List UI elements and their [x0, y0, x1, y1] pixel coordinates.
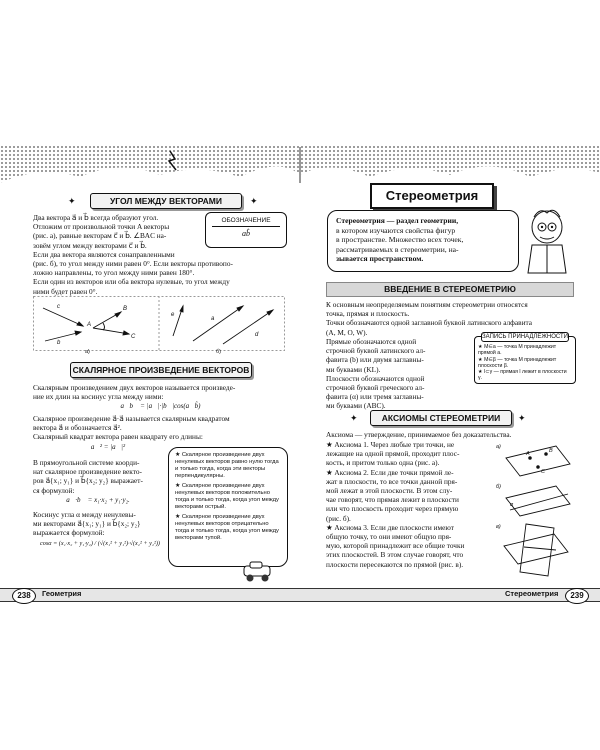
axiom-line: (рис. б). — [326, 513, 351, 523]
plane-c-1 — [504, 534, 568, 564]
fig-a-label: а) — [496, 444, 501, 450]
angle-between-vectors-banner — [90, 193, 242, 209]
notation-value: ab̂ — [242, 229, 250, 238]
text-line: В прямоугольной системе коорди- — [33, 458, 140, 467]
text-line: Если два вектора являются сонаправленными — [33, 249, 175, 259]
notation-text-block — [326, 337, 468, 411]
axiom-line: ★ Аксиома 3. Если две плоскости имеют — [326, 522, 454, 532]
text-line: точка, прямая и плоскость. — [326, 309, 410, 319]
intro-line: зывается пространством. — [336, 254, 424, 264]
membership-item: ★ l⊂γ — прямая l лежит в плоскости γ. — [478, 369, 567, 382]
text-line: строчной буквой греческого ал- — [326, 383, 425, 393]
text-line: ние их длин на косинус угла между ними: — [33, 392, 164, 402]
plane-c-2 — [520, 524, 554, 576]
text-line: Скалярным произведением двух векторов называется произведе- — [33, 383, 236, 392]
label-e: e — [171, 312, 175, 318]
footer-title-right: Стереометрия — [505, 589, 559, 598]
axiom-line: мой лежат в этой плоскости. В этом слу- — [326, 486, 453, 496]
axiom-line: или что плоскость проходит через прямую — [326, 504, 459, 514]
label-A: A — [87, 322, 92, 328]
axiom-figures — [496, 436, 576, 586]
membership-box — [474, 336, 576, 384]
point-B-label: B — [549, 448, 553, 454]
star-icon: ✦ — [250, 196, 258, 206]
text-line: (A, M, O, W). — [326, 327, 368, 337]
text-line: ров a⃗{x₁; y₁} и b⃗{x₂; y₂} выражает- — [33, 476, 143, 486]
axioms-banner-label: АКСИОМЫ СТЕРЕОМЕТРИИ — [381, 413, 501, 423]
vector-figures — [33, 296, 285, 351]
membership-item: ★ M∈β — точка M принадлежит плоскости β. — [478, 356, 557, 369]
definition-bubble — [327, 210, 519, 272]
professor-cartoon-icon — [520, 205, 575, 275]
page-number-left: 238 — [12, 588, 36, 604]
axiom-line: ★ Аксиома 1. Через любые три точки, не — [326, 440, 455, 449]
point-A-label: A — [526, 451, 530, 457]
square-text — [33, 414, 288, 442]
text-line: фавита (α) или тремя заглавны- — [326, 392, 424, 402]
intro-line: в котором изучаются свойства фигур — [336, 225, 456, 235]
text-line: Косинус угла α между ненулевы- — [33, 510, 136, 519]
notes-bubble — [168, 447, 288, 567]
label-a: a — [211, 316, 215, 322]
plane-b — [506, 486, 570, 516]
scalar-banner-label: СКАЛЯРНОЕ ПРОИЗВЕДЕНИЕ ВЕКТОРОВ — [72, 365, 250, 375]
label-c: c — [57, 304, 60, 310]
text-line: Скалярное произведение a⃗·a⃗ называется скалярным квадратом — [33, 414, 230, 423]
comic-header-band — [0, 145, 600, 185]
intro-line: Стереометрия — раздел геометрии, — [336, 216, 459, 225]
cos-formula: cosα = (x₁·x₂ + y₁·y₂) / (√(x₁² + y₁²)·√(x₂² + y₂²)) — [40, 540, 160, 547]
scalar-formula: a⃗b⃗ = |a⃗|·|b⃗|cos(a⃗b̂) — [120, 402, 201, 410]
plane-a — [506, 446, 570, 476]
cos-text — [33, 510, 168, 538]
label-d: d — [255, 332, 259, 338]
label-b: b — [57, 340, 61, 346]
text-line: Если один из векторов или оба вектора нулевые, то угол между — [33, 277, 230, 287]
page-number-right: 239 — [565, 588, 589, 604]
text-line: ся формулой: — [33, 485, 75, 495]
star-icon: ✦ — [350, 413, 358, 423]
angle-text-block-2 — [33, 259, 285, 296]
coord-text — [33, 458, 168, 495]
axiom-def-line: Аксиома — утверждение, принимаемое без доказательства. — [326, 430, 512, 439]
footer-title-left: Геометрия — [42, 589, 82, 598]
angle-banner-label: УГОЛ МЕЖДУ ВЕКТОРАМИ — [109, 196, 222, 206]
intro-line: рассматриваемых в стереометрии, на- — [336, 244, 459, 254]
coord-formula: a⃗·b⃗ = x₁·x₂ + y₁·y₂. — [66, 496, 130, 504]
fig-a-caption: а) — [85, 349, 90, 355]
axiom-line: лежащие на одной прямой, проходит плос- — [326, 449, 460, 459]
note-item: ★ Скалярное произведение двух ненулевых векторов отрицательно тогда и только тогда, когда угол между векторами тупой. — [175, 514, 279, 541]
axiom-line: жат в плоскости, то все точки данной пря- — [326, 476, 458, 486]
intro-section-bar — [326, 282, 574, 297]
text-line: Два вектора a⃗ и b⃗ всегда образуют угол. — [33, 213, 159, 222]
text-line: Скалярный квадрат вектора равен квадрату его длины: — [33, 432, 203, 442]
label-C: C — [131, 334, 136, 340]
fig-b-label: б) — [496, 484, 501, 490]
text-line: Точки обозначаются одной заглавной буквой латинского алфавита — [326, 318, 533, 328]
text-line: ми буквами (ABC). — [326, 401, 386, 411]
square-formula: a⃗² = |a⃗|² — [90, 443, 126, 451]
cartoon-car-icon — [238, 560, 278, 584]
figure-a — [43, 308, 129, 341]
chapter-title: Стереометрия — [370, 183, 494, 209]
axiom-line: чае говорят, что прямая лежит в плоскости — [326, 495, 459, 505]
membership-title: ЗАПИСЬ ПРИНАДЛЕЖНОСТИ — [482, 334, 568, 340]
point-C-label: C — [541, 469, 545, 475]
text-line: ми векторами a⃗{x₁; y₁} и b⃗{x₂; y₂} — [33, 519, 141, 529]
text-line: (рис. б), то угол между ними равен 0°. Если векторы противопо- — [33, 259, 233, 268]
label-B: B — [123, 306, 128, 312]
scalar-definition — [33, 383, 288, 401]
text-line: Прямые обозначаются одной — [326, 337, 417, 346]
note-item: ★ Скалярное произведение двух ненулевых векторов положительно тогда и только тогда, когда угол между векторами острый. — [175, 483, 279, 510]
axiom-line: ★ Аксиома 2. Если две точки прямой ле- — [326, 467, 454, 477]
text-line: Плоскости обозначаются одной — [326, 373, 425, 383]
membership-item: ★ M∈a — точка M принадлежит прямой a. — [478, 344, 557, 357]
text-line: Отложим от произвольной точки A векторы — [33, 222, 170, 232]
axioms-banner — [370, 410, 512, 426]
text-line: вектора a⃗ и обозначается a⃗². — [33, 423, 122, 433]
text-line: (рис. а), равные векторам c⃗ и b⃗. ∠BAC на- — [33, 231, 167, 241]
text-line: ними будет равен 0°. — [33, 286, 98, 296]
star-icon: ✦ — [518, 413, 526, 423]
axiom-line: мую, которой принадлежит все общие точки — [326, 541, 465, 551]
text-line: строчной буквой латинского ал- — [326, 346, 426, 356]
text-line: выражается формулой: — [33, 528, 105, 538]
star-icon: ✦ — [68, 196, 76, 206]
scalar-product-banner — [70, 362, 252, 378]
notation-title: ОБОЗНАЧЕНИЕ — [212, 215, 280, 227]
angle-text-block — [33, 213, 211, 259]
intro-line: в пространстве. Множество всех точек, — [336, 235, 464, 245]
axiom-line: этих плоскостей. В этом случае говорят, что — [326, 550, 464, 560]
alpha-label: α — [510, 502, 514, 508]
note-item: ★ Скалярное произведение двух ненулевых векторов равно нулю тогда и только тогда, когда эти векторы перпендикулярны. — [175, 452, 279, 479]
axiom-line: кость, и притом только одна (рис. а). — [326, 458, 440, 468]
figure-b — [173, 306, 273, 344]
text-line: ми буквами (KL). — [326, 364, 381, 374]
axioms-list — [326, 440, 498, 569]
fig-c-label: в) — [496, 524, 501, 530]
text-line: К основным неопределяемым понятиям стереометрии относятся — [326, 300, 528, 309]
text-line: зовём углом между векторами c⃗ и b⃗. — [33, 240, 147, 250]
axiom-line: плоскости пересекаются по прямой (рис. в). — [326, 559, 464, 569]
intro-bar-label: ВВЕДЕНИЕ В СТЕРЕОМЕТРИЮ — [384, 284, 516, 294]
axiom-line: общую точку, то они имеют общую пря- — [326, 532, 452, 542]
text-line: фавита (b) или двумя заглавны- — [326, 355, 424, 365]
text-line: нат скалярное произведение векто- — [33, 467, 142, 477]
notation-box — [205, 212, 287, 248]
text-line: ложно направлены, то угол между ними равен 180°. — [33, 268, 195, 278]
fig-b-caption: б) — [216, 349, 221, 355]
